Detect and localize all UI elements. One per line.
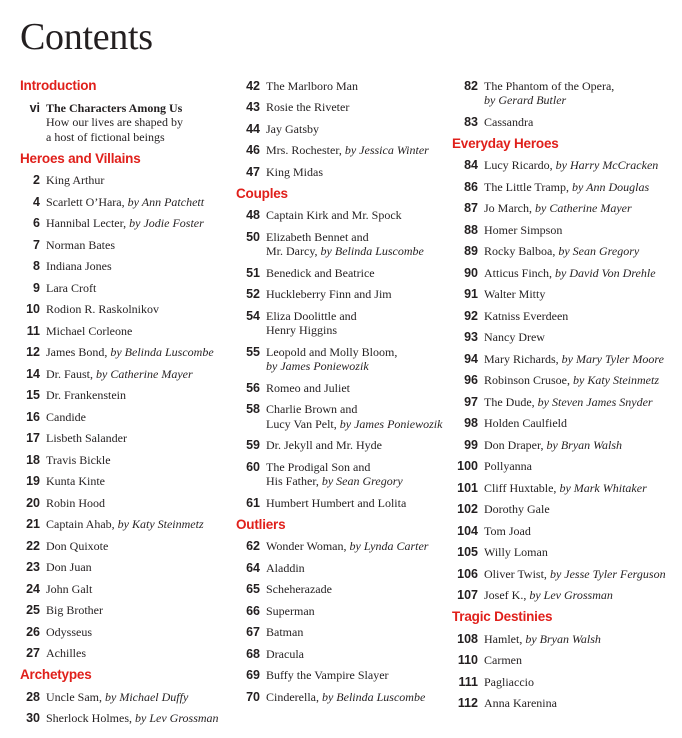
page-number: 23: [26, 560, 40, 574]
entry-title: Rosie the Riveter: [266, 100, 350, 114]
toc-entry[interactable]: [20, 363, 235, 385]
entry-title: His Father,: [266, 474, 319, 488]
entry-title: Scarlett O’Hara,: [46, 194, 125, 209]
entries-everyday-heroes: [452, 155, 682, 607]
entry-author: by Belinda Luscombe: [110, 345, 214, 359]
entry-author: by Lev Grossman: [135, 711, 219, 725]
entry-author: by Belinda Luscombe: [320, 244, 424, 258]
page-number: 7: [33, 237, 40, 252]
page-number: 4: [33, 194, 40, 209]
toc-entry[interactable]: [236, 75, 450, 97]
toc-entry[interactable]: [20, 471, 235, 493]
entry-title: Pollyanna: [484, 459, 532, 473]
entry-author: by Mary Tyler Moore: [561, 351, 664, 366]
toc-entry[interactable]: [20, 449, 235, 471]
section-heading-heroes-and-villains: Heroes and Villains: [20, 150, 141, 166]
entry-author: by Gerard Butler: [484, 93, 567, 107]
toc-entry[interactable]: [236, 579, 450, 601]
contents-column-1: [20, 75, 235, 729]
entry-title: Robinson Crusoe,: [484, 373, 571, 387]
entry-title: Dracula: [266, 646, 304, 661]
entry-title: Travis Bickle: [46, 452, 111, 467]
entry-author: by Jessica Winter: [344, 143, 429, 157]
page-number: 64: [246, 560, 260, 575]
entry-title: Lisbeth Salander: [46, 431, 127, 445]
entry-title: Odysseus: [46, 624, 93, 639]
page-number: 28: [26, 689, 40, 704]
entry-title: Aladdin: [266, 560, 305, 575]
entry-title: Superman: [266, 603, 315, 618]
entry-title: The Characters Among Us: [46, 100, 183, 115]
toc-entry[interactable]: [452, 284, 682, 306]
entry-description: a host of fictional beings: [46, 129, 165, 144]
entry-title: Captain Ahab,: [46, 517, 115, 531]
entry-author: by Sean Gregory: [558, 244, 640, 258]
entry-title: Big Brother: [46, 603, 103, 617]
entry-title: Michael Corleone: [46, 323, 133, 338]
entry-author: by Sean Gregory: [321, 474, 403, 488]
page-number: 20: [26, 495, 40, 510]
entry-title: Willy Loman: [484, 545, 548, 559]
page-number: 52: [246, 287, 260, 301]
page-number: 42: [246, 78, 260, 93]
entry-title: Oliver Twist,: [484, 566, 547, 581]
page-number: 88: [464, 222, 478, 237]
toc-entry[interactable]: [20, 213, 235, 235]
entry-author: by Steven James Snyder: [537, 394, 653, 409]
toc-entry[interactable]: [236, 262, 450, 284]
entry-title: Huckleberry Finn and Jim: [266, 287, 392, 301]
page-number: 106: [457, 566, 478, 581]
page-number: 68: [246, 646, 260, 661]
entry-author: by Bryan Walsh: [525, 631, 601, 646]
toc-entry[interactable]: [20, 492, 235, 514]
section-heading-archetypes: Archetypes: [20, 667, 92, 682]
toc-entry[interactable]: [20, 191, 235, 213]
page-number: 26: [26, 624, 40, 639]
toc-entry[interactable]: [236, 377, 450, 399]
toc-entry[interactable]: [452, 413, 682, 435]
toc-entry[interactable]: [20, 535, 235, 557]
page-number: 44: [246, 121, 260, 136]
toc-entry[interactable]: [236, 492, 450, 514]
toc-entry[interactable]: [452, 434, 682, 456]
toc-entry[interactable]: [452, 628, 682, 650]
entry-title: Eliza Doolittle and: [266, 308, 357, 323]
page-number: 47: [246, 164, 260, 179]
entry-title: Rodion R. Raskolnikov: [46, 302, 160, 316]
toc-entry[interactable]: [452, 348, 682, 370]
page-number: 43: [246, 100, 260, 114]
toc-entry[interactable]: [452, 155, 682, 177]
section-heading-introduction: Introduction: [20, 78, 97, 93]
section-heading-everyday-heroes: Everyday Heroes: [452, 135, 559, 151]
entry-title: Buffy the Vampire Slayer: [266, 668, 389, 682]
toc-entry[interactable]: [20, 406, 235, 428]
page-number: 30: [26, 711, 40, 725]
entry-title: Scheherazade: [266, 582, 332, 596]
entry-title: Holden Caulfield: [484, 416, 567, 430]
entries-column-2-top: [236, 75, 450, 183]
page-number: 58: [246, 402, 260, 416]
page-number: 99: [464, 437, 478, 452]
entry-title: Jay Gatsby: [266, 121, 319, 136]
page-number: 50: [246, 229, 260, 244]
toc-entry[interactable]: [20, 686, 235, 708]
entry-author: by Lynda Carter: [349, 539, 429, 553]
entry-title: Hannibal Lecter,: [46, 216, 127, 230]
toc-entry[interactable]: [452, 671, 682, 693]
page-number: 22: [26, 538, 40, 553]
toc-entry[interactable]: [452, 111, 682, 133]
toc-entry[interactable]: [236, 161, 450, 183]
page-number: 93: [464, 330, 478, 344]
page-number: 89: [464, 244, 478, 258]
entry-title: Sherlock Holmes,: [46, 711, 132, 725]
page-number: 111: [458, 674, 478, 689]
entry-title: Walter Mitty: [484, 287, 546, 301]
section-heading-tragic-destinies: Tragic Destinies: [452, 609, 553, 624]
page-number: 51: [246, 265, 260, 280]
entry-author: by Ann Patchett: [127, 194, 205, 209]
toc-entry[interactable]: [452, 327, 682, 349]
page-number: 70: [246, 689, 260, 704]
entry-author: by Catherine Mayer: [96, 366, 193, 381]
page-number: 110: [457, 653, 478, 667]
page-number: 69: [246, 668, 260, 682]
toc-entry[interactable]: [20, 578, 235, 600]
entry-title: Batman: [266, 625, 304, 639]
entry-title: Don Juan: [46, 560, 92, 574]
toc-entry[interactable]: [236, 284, 450, 306]
page-number: 84: [464, 158, 478, 172]
entry-title: Dr. Faust,: [46, 366, 94, 381]
entry-description: How our lives are shaped by: [46, 115, 183, 129]
entry-author: by Katy Steinmetz: [573, 373, 659, 387]
page-number: 105: [457, 545, 478, 559]
page-title: Contents: [20, 16, 153, 58]
toc-entry[interactable]: [452, 391, 682, 413]
page-number: 67: [246, 625, 260, 639]
entry-title: Leopold and Molly Bloom,: [266, 344, 398, 359]
toc-entry[interactable]: [452, 219, 682, 241]
contents-column-2: [236, 75, 450, 708]
entry-title: Romeo and Juliet: [266, 380, 350, 395]
page-number: 94: [464, 351, 478, 366]
entry-title: Carmen: [484, 653, 522, 667]
entry-title: The Prodigal Son and: [266, 459, 371, 474]
page-number: 82: [464, 78, 478, 93]
entry-title: Benedick and Beatrice: [266, 265, 375, 280]
entry-title: Cliff Huxtable,: [484, 480, 557, 495]
entry-author: by Jodie Foster: [129, 216, 204, 230]
entry-title: Lucy Ricardo,: [484, 158, 553, 172]
entry-title: Humbert Humbert and Lolita: [266, 495, 407, 510]
entry-title: The Marlboro Man: [266, 78, 358, 93]
page-number: 19: [26, 474, 40, 488]
page-number: 91: [464, 287, 478, 301]
page-number: 25: [26, 603, 40, 617]
entry-author: by David Von Drehle: [555, 265, 656, 280]
entries-archetypes: [20, 686, 235, 729]
toc-entry[interactable]: [20, 514, 235, 536]
entry-title: Robin Hood: [46, 495, 106, 510]
entry-author: by James Poniewozik: [339, 416, 443, 431]
toc-entry-introduction[interactable]: [20, 97, 235, 148]
toc-entry[interactable]: [236, 536, 450, 558]
entry-title: Henry Higgins: [266, 323, 337, 337]
toc-entry[interactable]: [236, 643, 450, 665]
page-number: 92: [464, 308, 478, 323]
toc-entry[interactable]: [20, 256, 235, 278]
toc-entry[interactable]: [20, 299, 235, 321]
toc-entry[interactable]: [236, 226, 450, 262]
toc-entry[interactable]: [20, 557, 235, 579]
entry-title: Tom Joad: [484, 523, 531, 538]
page-number: 10: [26, 302, 40, 316]
entry-title: John Galt: [46, 581, 93, 596]
entry-title: Captain Kirk and Mr. Spock: [266, 208, 402, 222]
toc-entry[interactable]: [20, 170, 235, 192]
toc-entry[interactable]: [20, 428, 235, 450]
page-number: 86: [464, 179, 478, 194]
page-number: 100: [457, 459, 478, 473]
toc-entry[interactable]: [236, 557, 450, 579]
page-number: 12: [26, 345, 40, 359]
section-heading-couples: Couples: [236, 185, 288, 201]
page-number: 2: [33, 173, 40, 187]
page-number: 15: [26, 388, 40, 402]
entry-title: Kunta Kinte: [46, 474, 105, 488]
page-number: 65: [246, 582, 260, 596]
entry-title: Charlie Brown and: [266, 402, 358, 416]
entry-title: Cassandra: [484, 114, 534, 129]
entry-title: Atticus Finch,: [484, 265, 552, 280]
toc-entry[interactable]: [452, 262, 682, 284]
page-number: 104: [457, 523, 478, 538]
toc-entry[interactable]: [236, 399, 450, 435]
entry-author: by Catherine Mayer: [535, 201, 632, 215]
page-number: 66: [246, 603, 260, 618]
page-number: 59: [246, 438, 260, 452]
page-number: 97: [464, 394, 478, 409]
section-heading-outliers: Outliers: [236, 516, 286, 532]
page-number: 112: [457, 696, 478, 710]
page-number: 55: [246, 344, 260, 359]
entry-title: James Bond,: [46, 345, 108, 359]
toc-entry[interactable]: [452, 563, 682, 585]
toc-entry[interactable]: [236, 456, 450, 492]
page-number: 17: [26, 431, 40, 445]
entry-title: Pagliaccio: [484, 674, 534, 689]
page-number: 48: [246, 208, 260, 222]
toc-entry[interactable]: [452, 499, 682, 521]
entry-title: King Midas: [266, 164, 323, 179]
toc-entry[interactable]: [236, 305, 450, 341]
entry-title: Dorothy Gale: [484, 502, 550, 516]
entry-title: The Phantom of the Opera,: [484, 78, 615, 93]
entry-author: by James Poniewozik: [266, 359, 369, 373]
entry-title: The Dude,: [484, 394, 535, 409]
entry-author: by Bryan Walsh: [546, 437, 623, 452]
entry-title: King Arthur: [46, 173, 105, 187]
page-number: 27: [26, 646, 40, 660]
toc-entry[interactable]: [452, 542, 682, 564]
entries-couples: [236, 205, 450, 514]
page-number: 108: [457, 631, 478, 646]
entry-title: Elizabeth Bennet and: [266, 229, 369, 244]
toc-entry[interactable]: [20, 600, 235, 622]
toc-entry[interactable]: [236, 665, 450, 687]
page-number: 90: [464, 265, 478, 280]
toc-entry[interactable]: [452, 176, 682, 198]
toc-entry[interactable]: [20, 277, 235, 299]
toc-entry[interactable]: [236, 341, 450, 377]
page-number: 60: [246, 459, 260, 474]
entries-heroes-and-villains: [20, 170, 235, 665]
entry-title: Lara Croft: [46, 280, 97, 295]
page-number: 87: [464, 201, 478, 215]
entry-title: Cinderella,: [266, 689, 319, 704]
page-number: 24: [26, 581, 40, 596]
page-number: 8: [33, 259, 40, 273]
page-number: 83: [464, 114, 478, 129]
entries-column-3-top: [452, 75, 682, 133]
entry-title: Homer Simpson: [484, 222, 563, 237]
page-number: 96: [464, 373, 478, 387]
toc-entry[interactable]: [452, 370, 682, 392]
entry-title: Josef K.,: [484, 588, 527, 602]
entry-title: Rocky Balboa,: [484, 244, 556, 258]
toc-entry[interactable]: [20, 385, 235, 407]
page-number: 102: [457, 502, 478, 516]
entry-title: Jo March,: [484, 201, 532, 215]
toc-entry[interactable]: [236, 600, 450, 622]
entry-title: Don Draper,: [484, 437, 544, 452]
page-number: 107: [457, 588, 478, 602]
entry-title: The Little Tramp,: [484, 179, 569, 194]
toc-entry[interactable]: [452, 198, 682, 220]
entry-title: Uncle Sam,: [46, 689, 102, 704]
page-number: 98: [464, 416, 478, 430]
toc-entry[interactable]: [452, 520, 682, 542]
toc-entry[interactable]: [452, 456, 682, 478]
entry-title: Mr. Darcy,: [266, 244, 318, 258]
page-number: 56: [246, 380, 260, 395]
entry-title: Wonder Woman,: [266, 539, 347, 553]
contents-column-3: [452, 75, 682, 714]
entry-author: by Jesse Tyler Ferguson: [549, 566, 666, 581]
toc-entry[interactable]: [452, 477, 682, 499]
entry-author: by Katy Steinmetz: [117, 517, 204, 531]
toc-entry[interactable]: [236, 435, 450, 457]
toc-entry[interactable]: [236, 686, 450, 708]
entry-title: Mary Richards,: [484, 351, 559, 366]
toc-entry[interactable]: [452, 650, 682, 672]
page-number: 16: [26, 409, 40, 424]
toc-entry[interactable]: [452, 585, 682, 607]
toc-entry[interactable]: [452, 305, 682, 327]
page-number: 6: [33, 216, 40, 230]
entry-title: Hamlet,: [484, 631, 523, 646]
entry-title: Achilles: [46, 646, 86, 660]
page-number: 18: [26, 452, 40, 467]
toc-entry[interactable]: [20, 643, 235, 665]
entry-author: by Michael Duffy: [105, 689, 189, 704]
page-number: 101: [457, 480, 478, 495]
page-number: 61: [246, 495, 260, 510]
page-number: 54: [246, 308, 260, 323]
entry-title: Anna Karenina: [484, 696, 557, 710]
entry-author: by Harry McCracken: [555, 158, 659, 172]
toc-entry[interactable]: [20, 621, 235, 643]
entry-title: Nancy Drew: [484, 330, 545, 344]
toc-entry[interactable]: [236, 140, 450, 162]
toc-entry[interactable]: [236, 622, 450, 644]
entry-title: Dr. Frankenstein: [46, 388, 126, 402]
page-number: 21: [26, 517, 40, 531]
toc-entry[interactable]: [452, 241, 682, 263]
entry-title: Indiana Jones: [46, 259, 112, 273]
entry-title: Mrs. Rochester,: [266, 143, 342, 157]
toc-entry[interactable]: [20, 342, 235, 364]
page-number: 9: [33, 280, 40, 295]
page-number: vi: [29, 100, 40, 115]
toc-entry[interactable]: [452, 75, 682, 111]
entry-title: Dr. Jekyll and Mr. Hyde: [266, 438, 382, 452]
page-number: 14: [26, 366, 40, 381]
page-number: 46: [246, 143, 260, 157]
entry-author: by Belinda Luscombe: [321, 689, 426, 704]
toc-entry[interactable]: [452, 693, 682, 715]
entry-title: Lucy Van Pelt,: [266, 416, 337, 431]
toc-entry[interactable]: [20, 320, 235, 342]
page-number: 62: [246, 539, 260, 553]
entries-tragic-destinies: [452, 628, 682, 714]
entries-outliers: [236, 536, 450, 708]
toc-entry[interactable]: [236, 97, 450, 119]
toc-entry[interactable]: [236, 118, 450, 140]
entry-title: Katniss Everdeen: [484, 308, 569, 323]
toc-entry[interactable]: [20, 234, 235, 256]
entry-title: Don Quixote: [46, 538, 109, 553]
entry-title: Norman Bates: [46, 237, 115, 252]
entry-author: by Ann Douglas: [572, 179, 650, 194]
page-number: 11: [26, 323, 40, 338]
entry-author: by Lev Grossman: [529, 588, 613, 602]
entry-author: by Mark Whitaker: [559, 480, 647, 495]
toc-entry[interactable]: [236, 205, 450, 227]
entry-title: Candide: [46, 409, 86, 424]
toc-entry[interactable]: [20, 708, 235, 730]
